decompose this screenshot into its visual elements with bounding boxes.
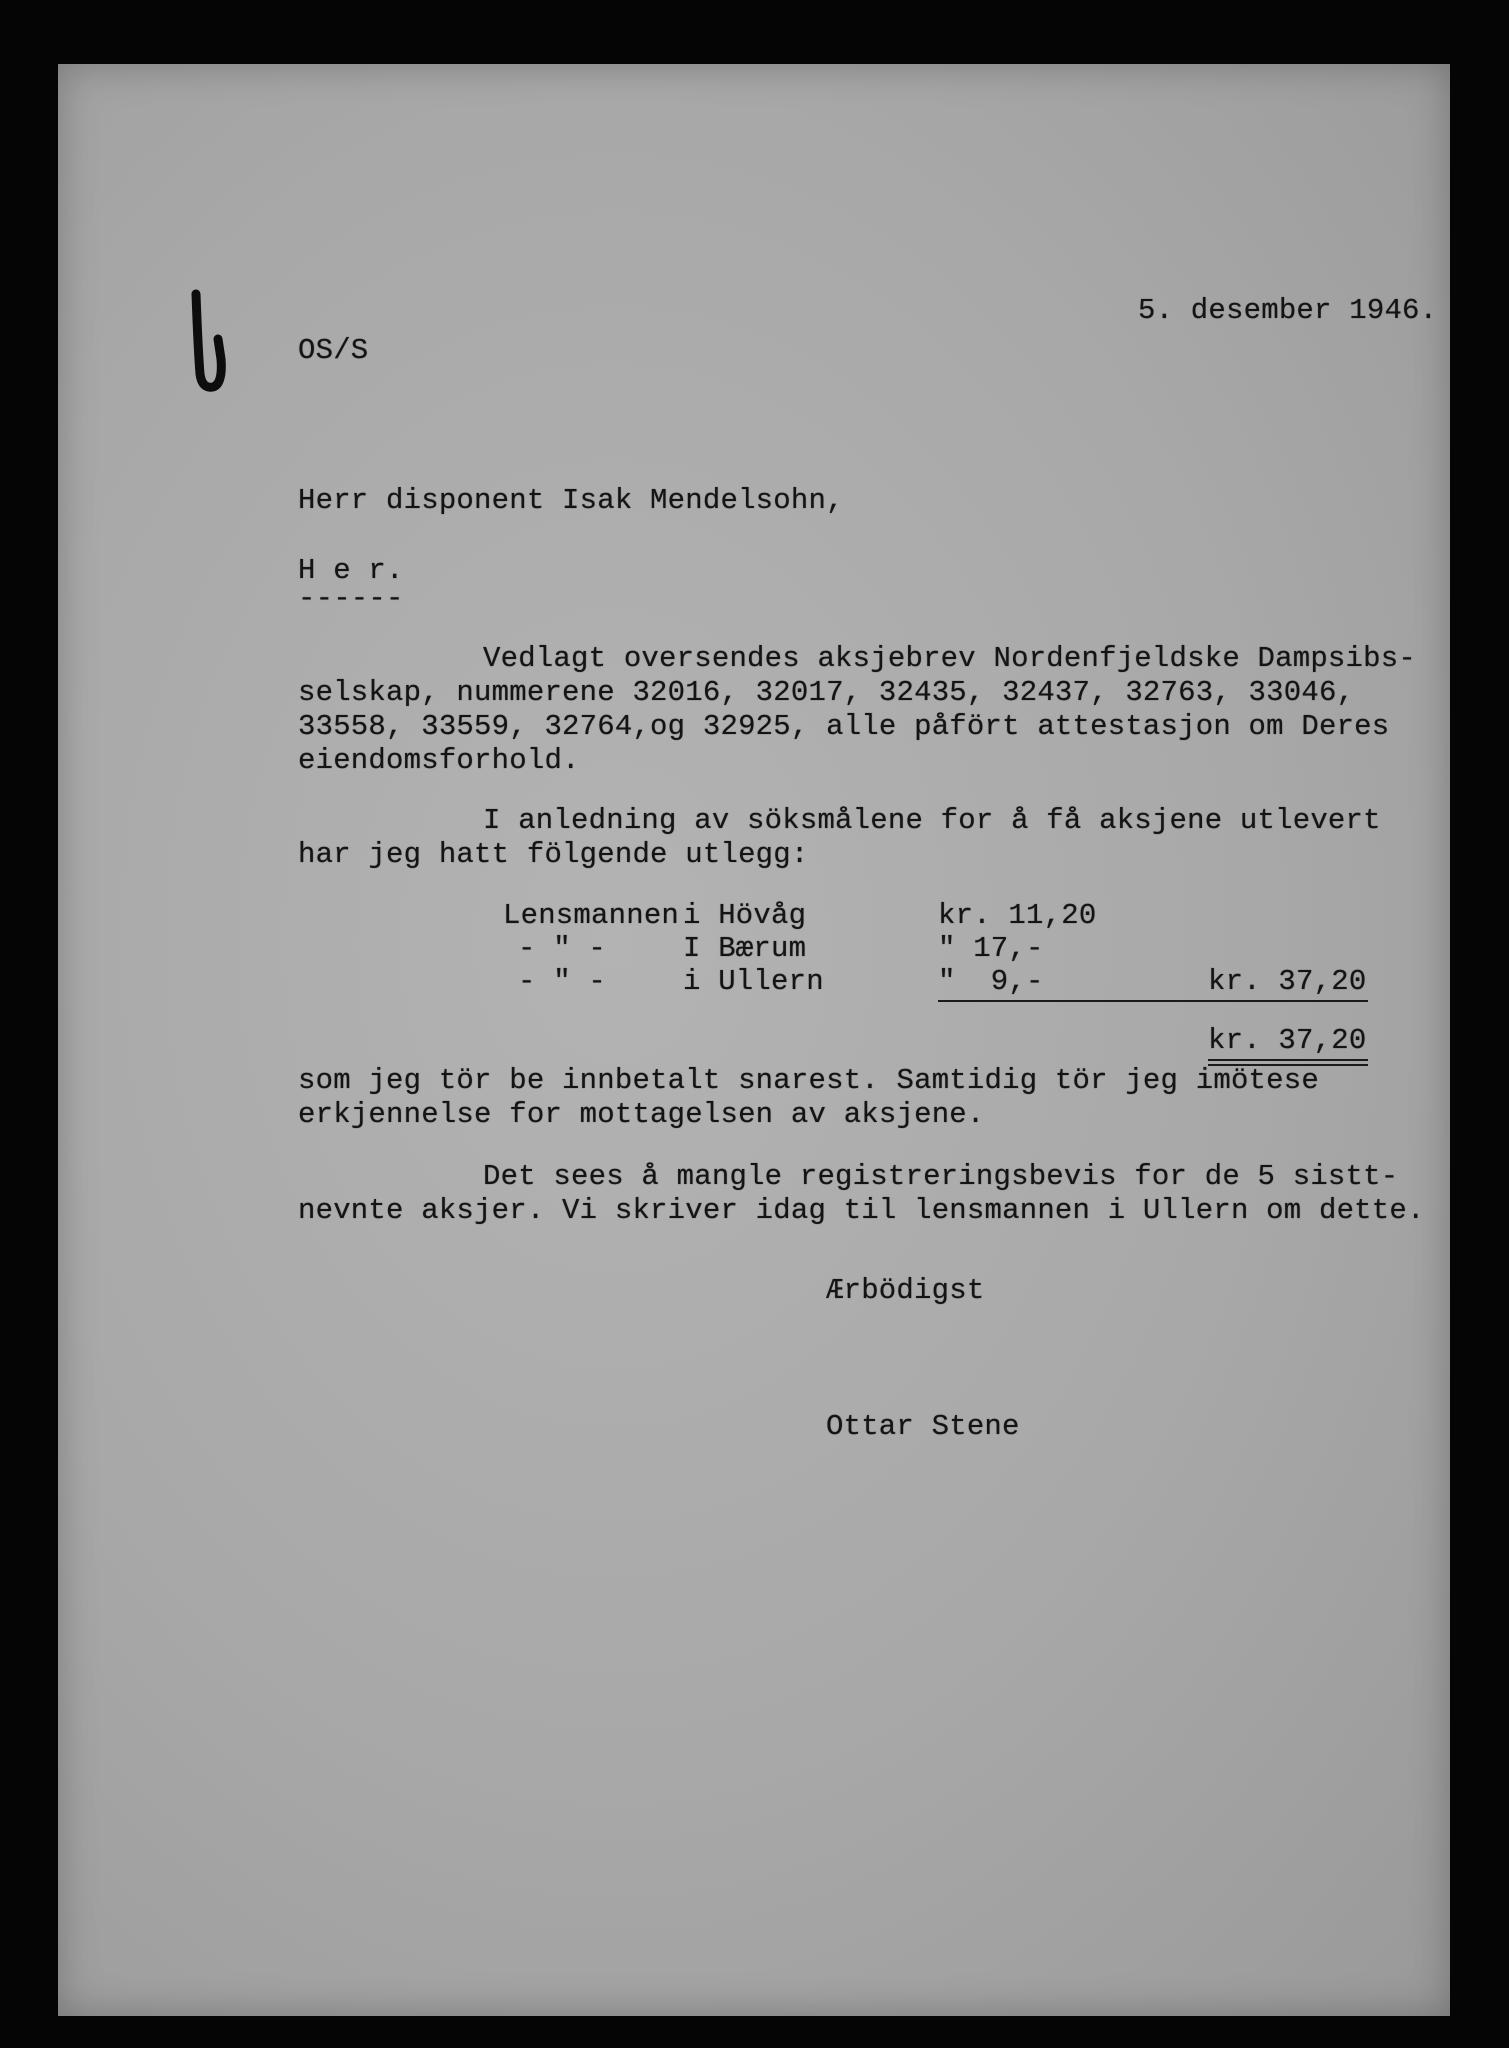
paragraph-line: erkjennelse for mottagelsen av aksjene. bbox=[298, 1098, 985, 1131]
paragraph-line: eiendomsforhold. bbox=[298, 744, 580, 777]
location-underline: ------ bbox=[298, 582, 404, 615]
expense-amount: " 9,- bbox=[938, 965, 1044, 998]
expense-place: i Ullern bbox=[683, 965, 824, 998]
recipient: Herr disponent Isak Mendelsohn, bbox=[298, 484, 844, 517]
expense-place: i Hövåg bbox=[683, 899, 807, 932]
expense-subtotal: kr. 37,20 bbox=[1208, 965, 1367, 998]
location: H e r. bbox=[298, 554, 404, 587]
total-double-rule-top bbox=[1208, 1059, 1368, 1061]
expense-payee: - " - bbox=[518, 965, 607, 998]
paragraph-line: I anledning av söksmålene for å få aksjene utlevert bbox=[483, 804, 1381, 837]
expense-amount: " 17,- bbox=[938, 932, 1044, 965]
letter-date: 5. desember 1946. bbox=[1138, 294, 1438, 327]
paragraph-line: 33558, 33559, 32764,og 32925, alle påfört attestasjon om Deres bbox=[298, 710, 1390, 743]
paragraph-line: Vedlagt oversendes aksjebrev Nordenfjeldske Dampsibs- bbox=[483, 642, 1416, 675]
paragraph-line: nevnte aksjer. Vi skriver idag til lensmannen i Ullern om dette. bbox=[298, 1194, 1425, 1227]
expense-payee: - " - bbox=[518, 932, 607, 965]
signature-name: Ottar Stene bbox=[826, 1410, 1020, 1443]
letter-page bbox=[58, 64, 1450, 2016]
expense-place: I Bærum bbox=[683, 932, 807, 965]
expense-payee: Lensmannen bbox=[503, 899, 680, 932]
handwritten-pen-mark bbox=[188, 289, 248, 399]
paragraph-line: har jeg hatt fölgende utlegg: bbox=[298, 838, 809, 871]
reference-code: OS/S bbox=[298, 334, 369, 367]
paragraph-line: som jeg tör be innbetalt snarest. Samtidig tör jeg imötese bbox=[298, 1064, 1319, 1097]
closing: Ærbödigst bbox=[826, 1274, 985, 1307]
sum-rule bbox=[938, 1000, 1368, 1002]
expense-total: kr. 37,20 bbox=[1208, 1024, 1367, 1057]
paragraph-line: selskap, nummerene 32016, 32017, 32435, 32437, 32763, 33046, bbox=[298, 676, 1355, 709]
expense-amount: kr. 11,20 bbox=[938, 899, 1097, 932]
paragraph-line: Det sees å mangle registreringsbevis for de 5 sistt- bbox=[483, 1160, 1399, 1193]
